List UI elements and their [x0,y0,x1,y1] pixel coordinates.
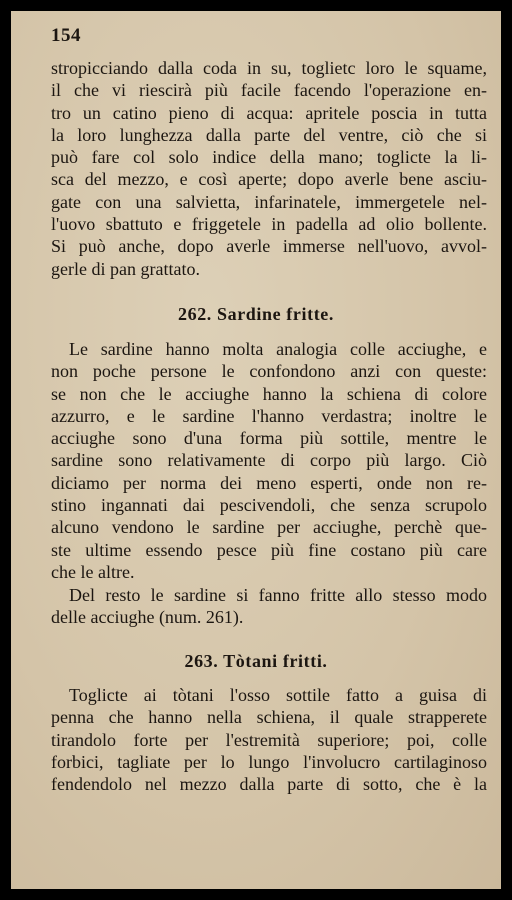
text-line: delle acciughe (num. 261). [51,607,244,628]
section-262-paragraph-1 [51,338,487,583]
text-line: acciughe sono d'una forma più sottile, mentre le [51,428,487,449]
text-line: sardine sono relativamente di corpo più largo. Ciò [51,450,487,471]
text-line: può fare col solo indice della mano; toglicte la li- [51,147,487,168]
text-line: azzurro, e le sardine l'hanno verdastra; inoltre le [51,405,487,426]
text-line: il che vi riescirà più facile facendo l'operazione en- [51,80,487,101]
text-line: fendendolo nel mezzo dalla parte di sotto, che è la [51,774,487,795]
text-line: che le altre. [51,561,135,582]
section-heading-263: 263. Tòtani fritti. [184,651,328,671]
text-line: Si può anche, dopo averle immerse nell'uovo, avvol- [51,236,487,257]
text-line: stropicciando dalla coda in su, toglietc loro le squame, [51,58,487,78]
text-line: gerle di pan grattato. [51,258,200,279]
text-line: Del resto le sardine si fanno fritte allo stesso modo [69,585,487,605]
text-line: la loro lunghezza dalla parte del ventre, ciò che si [51,124,487,145]
text-line: alcuno vendono le sardine per acciughe, perchè que- [51,517,487,538]
text-line: se non che le acciughe hanno la schiena di colore [51,383,487,404]
text-line: penna che hanno nella schiena, il quale strapperete [51,707,487,728]
page-number: 154 [51,25,81,46]
text-line: forbici, tagliate per lo lungo l'involucro cartilaginoso [51,751,487,772]
text-line: Toglicte ai tòtani l'osso sottile fatto a guisa di [69,685,487,705]
text-line: tirandolo forte per l'estremità superiore; poi, colle [51,729,487,750]
text-line: diciamo per norma dei meno esperti, onde non re- [51,472,487,493]
text-line: gate con una salvietta, infarinatele, immergetele nel- [51,191,487,212]
section-262-paragraph-2 [51,584,487,629]
section-heading-262: 262. Sardine fritte. [178,304,334,324]
intro-paragraph [51,57,487,280]
text-line: ste ultime essendo pesce più fine costano più care [51,539,487,560]
text-line: Le sardine hanno molta analogia colle acciughe, e [69,339,487,359]
text-line: sca del mezzo, e così aperte; dopo averle bene asciu- [51,169,487,190]
text-line: non poche persone le confondono anzi con queste: [51,361,487,382]
text-line: l'uovo sbattuto e friggetele in padella ad olio bollente. [51,214,487,235]
section-263-paragraph-1 [51,684,487,795]
text-line: stino ingannati dai pescivendoli, che senza scrupolo [51,495,487,516]
text-line: tro un catino pieno di acqua: apritele poscia in tutta [51,102,487,123]
book-page [11,11,501,889]
